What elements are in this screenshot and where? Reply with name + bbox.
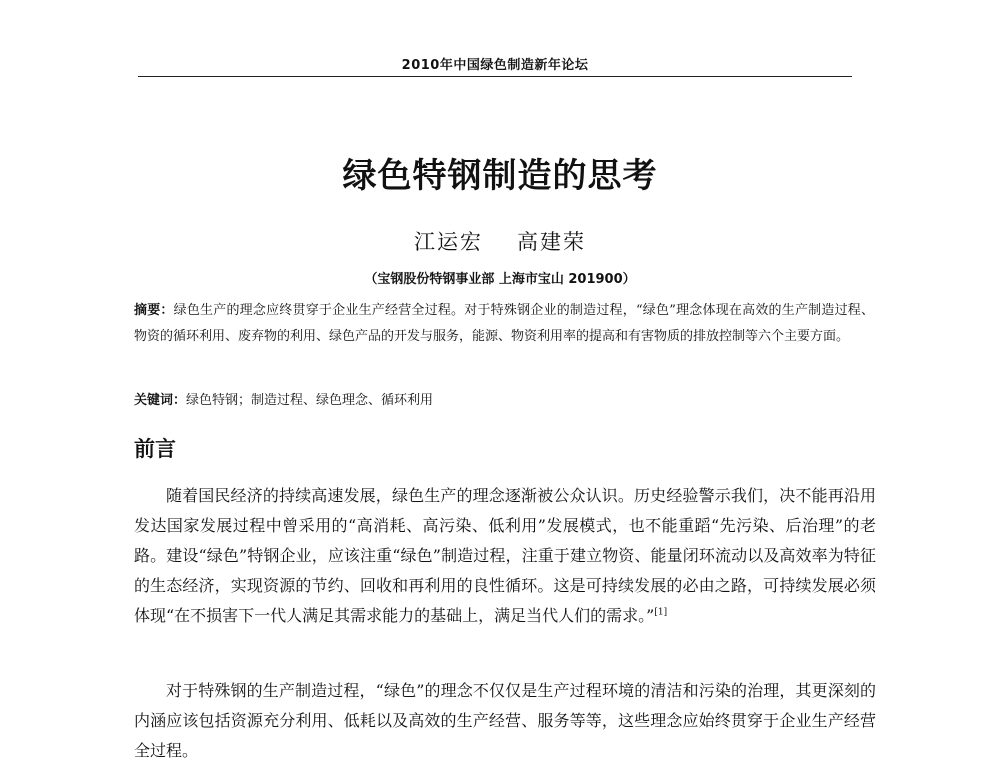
affiliation: （宝钢股份特钢事业部 上海市宝山 201900）	[364, 272, 636, 287]
author-name: 高建荣	[517, 230, 586, 254]
author-list	[0, 226, 1000, 256]
body-paragraph	[134, 481, 876, 631]
abstract-text: 绿色生产的理念应终贯穿于企业生产经营全过程。对于特殊钢企业的制造过程，“绿色”理念体现在高效的生产制造过程、物资的循环利用、废弃物的利用、绿色产品的开发与服务，能源、物资利用率的提高和有害物质的排放控制等六个主要方面。	[134, 303, 874, 344]
body-paragraph	[134, 676, 876, 766]
paper-title: 绿色特钢制造的思考	[342, 156, 658, 196]
keywords-label: 关键词：	[134, 393, 187, 408]
running-header: 2010年中国绿色制造新年论坛	[401, 58, 589, 73]
abstract	[134, 298, 874, 350]
keywords	[134, 390, 874, 412]
keywords-text: 绿色特钢；制造过程、绿色理念、循环利用	[186, 393, 434, 408]
abstract-label: 摘要：	[134, 303, 174, 318]
citation-marker: [1]	[654, 607, 668, 618]
paragraph-text: 随着国民经济的持续高速发展，绿色生产的理念逐渐被公众认识。历史经验警示我们，决不能再沿用发达国家发展过程中曾采用的“高消耗、高污染、低利用”发展模式，也不能重蹈“先污染、后治理”的老路。建设“绿色”特钢企业，应该注重“绿色”制造过程，注重于建立物资、能量闭环流动以及高效率为特征的生态经济，实现资源的节约、回收和再利用的良性循环。这是可持续发展的必由之路，可持续发展必须体现“在不损害下一代人满足其需求能力的基础上，满足当代人们的需求。”	[134, 486, 876, 625]
author-name: 江运宏	[414, 230, 483, 254]
paragraph-text: 对于特殊钢的生产制造过程，“绿色”的理念不仅仅是生产过程环境的清洁和污染的治理，其更深刻的内涵应该包括资源充分利用、低耗以及高效的生产经营、服务等等，这些理念应始终贯穿于企业生产经营全过程。	[134, 681, 876, 760]
section-heading: 前言	[134, 437, 176, 461]
header-rule	[138, 76, 852, 77]
